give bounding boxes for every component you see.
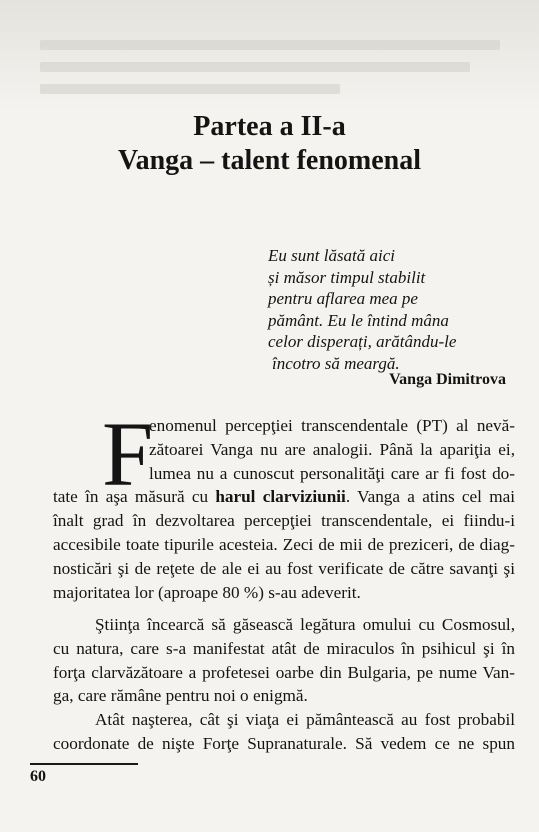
paragraph-2 <box>53 613 515 708</box>
paragraph-3 <box>53 708 515 756</box>
bleed-through-line <box>40 62 470 72</box>
paragraph-line: Ştiinţa încearcă să găsească legătura omului cu Cosmosul, <box>95 615 515 634</box>
drop-cap-letter: F <box>102 403 154 505</box>
chapter-heading <box>0 110 539 178</box>
paragraph-line: zătoarei Vanga nu are analogii. Până la apariţia ei, <box>149 439 515 459</box>
emphasized-phrase: harul clarviziunii <box>215 487 346 507</box>
paragraph-line: ga, care rămâne pentru noi o enigmă. <box>53 686 308 706</box>
paragraph-line: enomenul percepţiei transcendentale (PT) al nevă- <box>149 416 515 435</box>
paragraph-line: Atât naşterea, cât şi viaţa ei pământească au fost probabil <box>95 710 515 729</box>
paragraph-line: accesibile toate tipurile acesteia. Zeci de mii de preziceri, de diag- <box>53 534 515 554</box>
epigraph-author: Vanga Dimitrova <box>389 371 506 388</box>
paragraph-line: înalt grad în dezvoltarea percepţiei transcendentale, ei fiindu-i <box>53 511 515 531</box>
paragraph-line: coordonate de nişte Forţe Supranaturale. Să vedem ce ne spun <box>53 733 515 753</box>
epigraph-line: pentru aflarea mea pe <box>268 289 418 308</box>
paragraph-line: cu natura, care s-a manifestat atât de miraculos în psihicul şi în <box>53 638 515 658</box>
bleed-through-line <box>40 40 500 50</box>
epigraph-quote <box>268 245 518 374</box>
paragraph-line: nosticări şi de reţete de ale ei au fost verificate de către savanţi şi <box>53 558 515 578</box>
paragraph-line: lumea nu a cunoscut personalităţi care ar fi fost do- <box>149 463 515 483</box>
epigraph-line: celor disperați, arătându-le <box>268 332 457 351</box>
chapter-subtitle: Vanga – talent fenomenal <box>117 145 422 176</box>
epigraph-line: și măsor timpul stabilit <box>268 267 426 287</box>
paragraph-line: forţa clarvăzătoare a profetesei oarbe din Bulgaria, pe nume Van- <box>53 662 515 682</box>
epigraph-line: pământ. Eu le întind mâna <box>268 310 449 330</box>
paragraph-1 <box>53 403 516 604</box>
paragraph-line <box>53 485 515 509</box>
bleed-through-line <box>40 84 340 94</box>
chapter-part-title: Partea a II-a <box>193 111 346 142</box>
epigraph-line: Eu sunt lăsată aici <box>268 246 396 265</box>
paragraph-text: tate în aşa măsură cu <box>53 487 216 507</box>
epigraph-line: încotro să meargă. <box>272 353 400 373</box>
paragraph-line: majoritatea lor (aproape 80 %) s-au adeverit. <box>53 582 361 602</box>
page-number: 60 <box>30 768 46 785</box>
paragraph-text: . Vanga a atins cel mai <box>345 487 516 507</box>
page-number-rule <box>30 763 138 765</box>
